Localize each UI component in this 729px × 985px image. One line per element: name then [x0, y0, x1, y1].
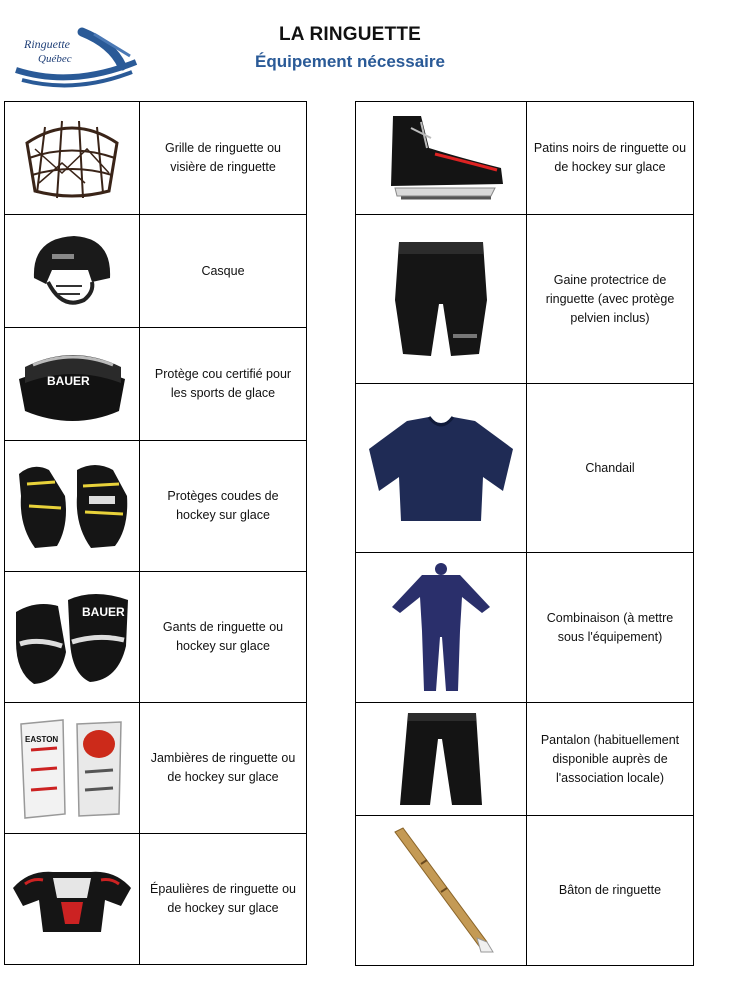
left-equipment-table	[4, 101, 307, 965]
table-row	[356, 553, 694, 703]
shin-guards-icon	[13, 710, 131, 826]
shoulder-pads-icon	[9, 854, 135, 944]
shin-guards-image-cell	[5, 703, 140, 834]
table-row	[5, 328, 307, 441]
table-row	[5, 441, 307, 572]
shin-guard-brand: EASTON	[25, 735, 59, 744]
shin-guards-label: Jambières de ringuette ou de hockey sur glace	[140, 703, 307, 834]
skate-image-cell	[356, 102, 527, 215]
shoulder-pads-label: Épaulières de ringuette ou de hockey sur glace	[140, 834, 307, 965]
stick-image-cell	[356, 816, 527, 966]
stick-icon	[381, 826, 501, 956]
table-row	[5, 102, 307, 215]
girdle-icon	[371, 234, 511, 364]
stick-label: Bâton de ringuette	[527, 816, 694, 966]
gloves-label: Gants de ringuette ou hockey sur glace	[140, 572, 307, 703]
suit-image-cell	[356, 553, 527, 703]
skate-label: Patins noirs de ringuette ou de hockey sur glace	[527, 102, 694, 215]
neck-guard-image-cell	[5, 328, 140, 441]
helmet-icon	[22, 226, 122, 316]
table-row	[356, 215, 694, 384]
elbow-pads-image-cell	[5, 441, 140, 572]
table-row	[356, 703, 694, 816]
elbow-pads-icon	[11, 456, 133, 556]
table-row	[356, 384, 694, 553]
page-subtitle: Équipement nécessaire	[255, 52, 445, 71]
gloves-icon	[10, 582, 134, 692]
girdle-image-cell	[356, 215, 527, 384]
page-header	[200, 24, 500, 72]
logo-text-line1: Ringuette	[24, 37, 70, 51]
skate-icon	[371, 108, 511, 208]
elbow-pads-label: Protèges coudes de hockey sur glace	[140, 441, 307, 572]
pants-icon	[396, 709, 486, 809]
right-equipment-table	[355, 101, 694, 966]
table-row	[5, 834, 307, 965]
shoulder-pads-image-cell	[5, 834, 140, 965]
page-title: LA RINGUETTE	[278, 24, 422, 45]
suit-label: Combinaison (à mettre sous l'équipement)	[527, 553, 694, 703]
cage-image-cell	[5, 102, 140, 215]
suit-icon	[386, 561, 496, 695]
table-row	[5, 572, 307, 703]
neck-guard-icon	[13, 339, 131, 429]
cage-label: Grille de ringuette ou visière de ringuette	[140, 102, 307, 215]
table-row	[356, 102, 694, 215]
girdle-label: Gaine protectrice de ringuette (avec protège pelvien inclus)	[527, 215, 694, 384]
cage-icon	[17, 113, 127, 203]
gloves-brand: BAUER	[82, 605, 125, 619]
table-row	[5, 703, 307, 834]
table-row	[5, 215, 307, 328]
jersey-icon	[363, 413, 519, 523]
helmet-image-cell	[5, 215, 140, 328]
jersey-image-cell	[356, 384, 527, 553]
pants-image-cell	[356, 703, 527, 816]
helmet-label: Casque	[140, 215, 307, 328]
neck-guard-brand: BAUER	[47, 374, 90, 388]
neck-guard-label: Protège cou certifié pour les sports de glace	[140, 328, 307, 441]
ringuette-quebec-logo	[12, 26, 140, 92]
logo-text-line2: Québec	[38, 53, 72, 65]
pants-label: Pantalon (habituellement disponible auprès de l'association locale)	[527, 703, 694, 816]
gloves-image-cell	[5, 572, 140, 703]
table-row	[356, 816, 694, 966]
jersey-label: Chandail	[527, 384, 694, 553]
